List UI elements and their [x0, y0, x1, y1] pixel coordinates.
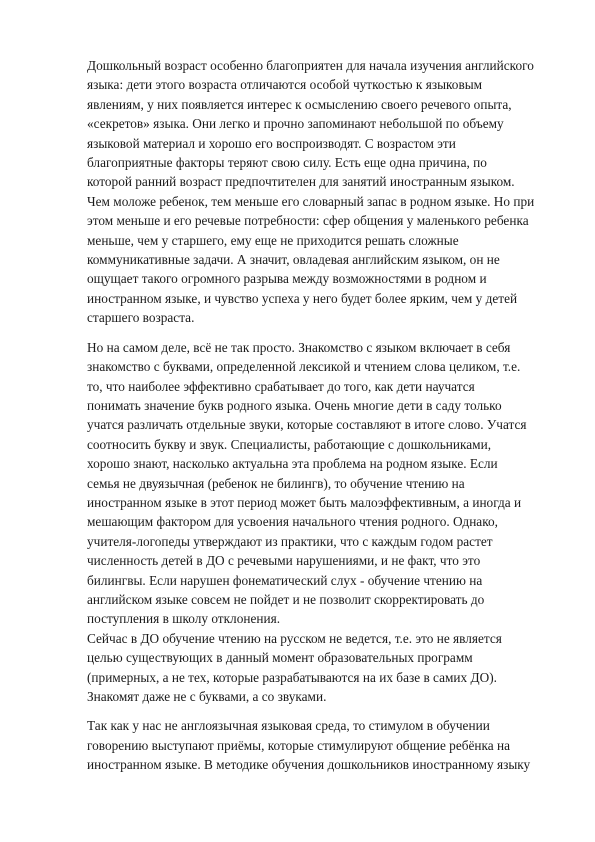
text-line: языка: дети этого возраста отличаются особой чуткостью к языковым	[87, 77, 483, 93]
text-line: понимать значение букв родного языка. Очень многие дети в саду только	[87, 397, 502, 413]
text-line: Чем моложе ребенок, тем меньше его словарный запас в родном языке. Но при	[87, 193, 535, 209]
text-line: старшего возраста.	[87, 310, 195, 326]
text-line: которой ранний возраст предпочтителен для занятий иностранным языком.	[87, 174, 515, 190]
text-line: говорению выступают приёмы, которые стимулируют общение ребёнка на	[87, 737, 511, 753]
text-line: коммуникативные задачи. А значит, овладевая английским языком, он не	[87, 252, 500, 268]
text-line: иностранном языке в этот период может быть малоэффективным, а иногда и	[87, 494, 522, 510]
text-line: благоприятные факторы теряют свою силу. Есть еще одна причина, по	[87, 155, 487, 171]
paragraph-1	[87, 56, 557, 328]
text-line: Так как у нас не англоязычная языковая среда, то стимулом в обучении	[87, 718, 490, 734]
text-line: семья не двуязычная (ребенок не билингв), то обучение чтению на	[87, 475, 465, 491]
text-line: иностранном языке. В методике обучения дошкольников иностранному языку	[87, 757, 531, 773]
document-body	[87, 56, 557, 775]
text-line: этом меньше и его речевые потребности: сфер общения у маленького ребенка	[87, 213, 529, 229]
text-line: «секретов» языка. Они легко и прочно запоминают небольшой по объему	[87, 116, 504, 132]
paragraph-2	[87, 338, 557, 707]
text-line: английском языке совсем не пойдет и не позволит скорректировать до	[87, 591, 485, 607]
text-line: Сейчас в ДО обучение чтению на русском не ведется, т.е. это не является	[87, 630, 502, 646]
text-line: Но на самом деле, всё не так просто. Знакомство с языком включает в себя	[87, 339, 511, 355]
text-line: учителя-логопеды утверждают из практики, что с каждым годом растет	[87, 533, 493, 549]
text-line: мешающим фактором для усвоения начального чтения родного. Однако,	[87, 514, 498, 530]
text-line: (примерных, а не тех, которые разрабатываются на их базе в самих ДО).	[87, 669, 497, 685]
text-line: Знакомят даже не с буквами, а со звуками.	[87, 689, 327, 704]
text-line: билингвы. Если нарушен фонематический слух - обучение чтению на	[87, 572, 483, 588]
text-line: знакомство с буквами, определенной лексикой и чтением слова целиком, т.е.	[87, 359, 521, 375]
text-line: ощущает такого огромного разрыва между возможностями в родном и	[87, 271, 487, 287]
text-line: явлениям, у них появляется интерес к осмыслению своего речевого опыта,	[87, 96, 512, 112]
text-line: иностранном языке, и чувство успеха у него будет более ярким, чем у детей	[87, 290, 518, 306]
text-line: то, что наиболее эффективно срабатывает до того, как дети научатся	[87, 378, 475, 394]
text-line: учатся различать отдельные звуки, которые составляют в итоге слово. Учатся	[87, 417, 527, 433]
text-line: численность детей в ДО с речевыми нарушениями, и не факт, что это	[87, 553, 481, 569]
text-line: соотносить букву и звук. Специалисты, работающие с дошкольниками,	[87, 436, 492, 452]
text-line: Дошкольный возраст особенно благоприятен для начала изучения английского	[87, 58, 534, 73]
text-line: поступления в школу отклонения.	[87, 611, 281, 627]
text-line: целью существующих в данный момент образовательных программ	[87, 650, 473, 666]
text-line: языковой материал и хорошо его воспроизводят. С возрастом эти	[87, 135, 456, 151]
text-line: хорошо знают, насколько актуальна эта проблема на родном языке. Если	[87, 456, 498, 472]
text-line: меньше, чем у старшего, ему еще не приходится решать сложные	[87, 232, 459, 248]
paragraph-3	[87, 716, 557, 774]
